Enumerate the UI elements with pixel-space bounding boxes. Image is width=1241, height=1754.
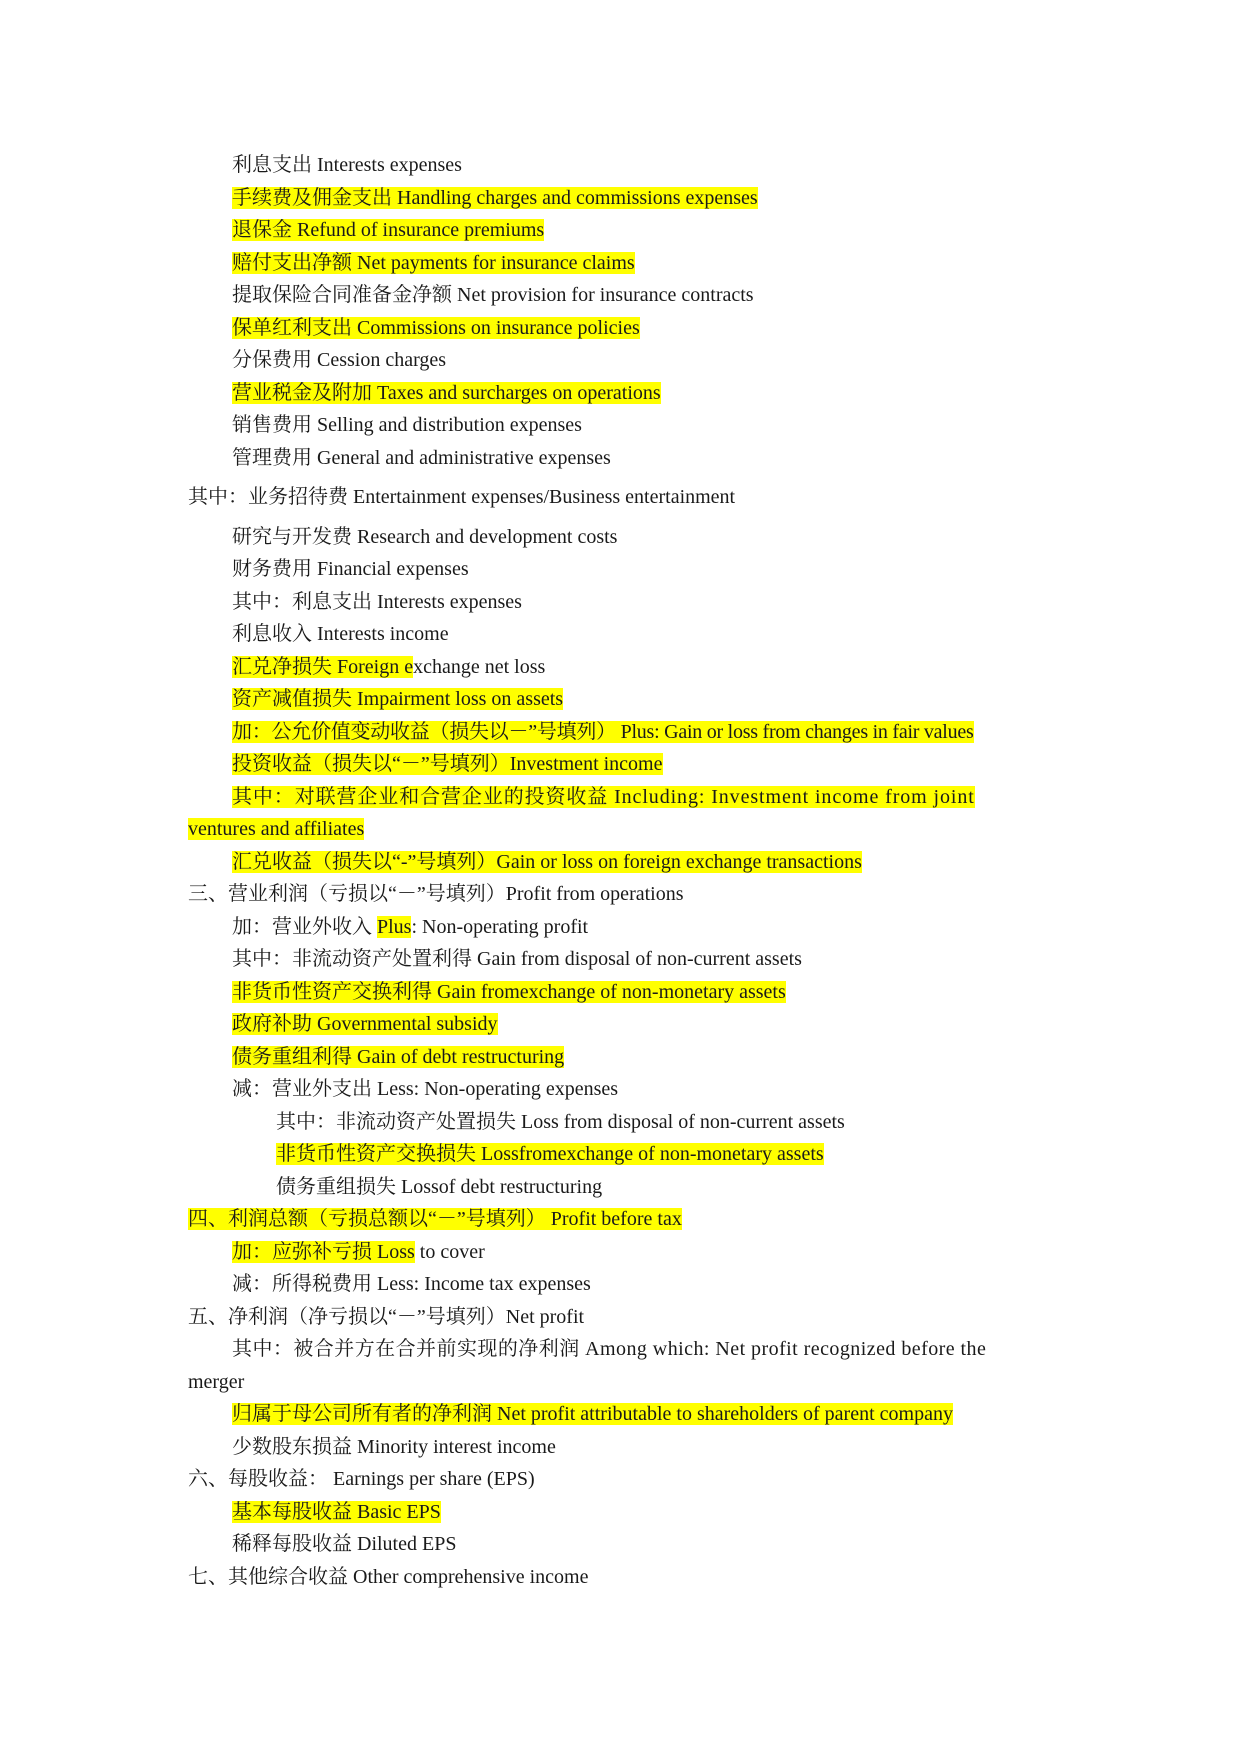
line-eps (188, 1463, 1058, 1496)
line-text: 其中：被合并方在合并前实现的净利润 Among which: Net profit recognized before the (232, 1338, 987, 1360)
line-entertainment-expenses (188, 481, 1058, 514)
highlighted-text: 政府补助 Governmental subsidy (232, 1013, 498, 1035)
line-text: 分保费用 Cession charges (232, 349, 447, 371)
line-text: 五、净利润（净亏损以“－”号填列）Net profit (188, 1305, 585, 1328)
line-refund-premiums (188, 214, 1058, 247)
line-text: : Non-operating profit (411, 915, 589, 938)
line-text: xchange net loss (413, 655, 546, 678)
line-basic-eps (188, 1496, 1058, 1529)
highlighted-text: 加：应弥补亏损 Loss (232, 1240, 415, 1263)
line-text: 管理费用 General and administrative expenses (232, 446, 611, 469)
line-text: 其中：业务招待费 Entertainment expenses/Business entertainment (188, 486, 736, 508)
highlighted-text: 加：公允价值变动收益（损失以－”号填列） Plus: Gain or loss from changes in fair values (232, 720, 974, 743)
line-text: 提取保险合同准备金净额 Net provision for insurance contracts (232, 284, 754, 306)
highlighted-text: 债务重组利得 Gain of debt restructuring (232, 1045, 565, 1068)
highlighted-text: 四、利润总额（亏损总额以“－”号填列） Profit before tax (188, 1208, 682, 1230)
line-text: 财务费用 Financial expenses (232, 558, 469, 580)
income-statement-glossary (188, 149, 1058, 1593)
highlighted-text: 资产减值损失 Impairment loss on assets (232, 688, 564, 710)
line-text: 利息收入 Interests income (232, 623, 449, 645)
line-net-payments-claims (188, 247, 1058, 280)
highlighted-text: 非货币性资产交换损失 Lossfromexchange of non-monetary assets (276, 1143, 824, 1165)
line-handling-charges (188, 182, 1058, 215)
line-diluted-eps (188, 1528, 1058, 1561)
line-impairment-loss (188, 683, 1058, 716)
line-text: 少数股东损益 Minority interest income (232, 1435, 556, 1458)
line-gain-non-monetary (188, 976, 1058, 1009)
line-financial-expenses (188, 553, 1058, 586)
line-other-comprehensive-income (188, 1561, 1058, 1594)
line-text: 研究与开发费 Research and development costs (232, 525, 618, 548)
line-debt-restructuring-gain (188, 1041, 1058, 1074)
line-text: 三、营业利润（亏损以“－”号填列）Profit from operations (188, 883, 684, 905)
highlighted-text: 汇兑净损失 Foreign e (232, 655, 414, 678)
line-text: 其中：非流动资产处置利得 Gain from disposal of non-current assets (232, 948, 802, 970)
line-net-profit (188, 1301, 1058, 1334)
line-text: to cover (414, 1240, 485, 1263)
line-text: 稀释每股收益 Diluted EPS (232, 1533, 457, 1555)
line-text: merger (188, 1370, 245, 1393)
line-loss-to-cover (188, 1236, 1058, 1269)
line-rnd-costs (188, 521, 1058, 554)
line-text: 七、其他综合收益 Other comprehensive income (188, 1565, 589, 1588)
line-gain-disposal (188, 943, 1058, 976)
line-operating-profit (188, 878, 1058, 911)
line-text: 其中：利息支出 Interests expenses (232, 590, 522, 613)
line-fx-gain (188, 846, 1058, 879)
line-text: 六、每股收益： Earnings per share (EPS) (188, 1468, 535, 1490)
line-joint-venture-income (188, 781, 1058, 814)
line-taxes-surcharges (188, 377, 1058, 410)
line-commissions-policies (188, 312, 1058, 345)
line-investment-income (188, 748, 1058, 781)
highlighted-text: ventures and affiliates (188, 818, 365, 840)
line-joint-venture-income-cont (188, 813, 1058, 846)
line-net-profit-before-merger (188, 1333, 1058, 1366)
highlighted-text: 归属于母公司所有者的净利润 Net profit attributable to shareholders of parent company (232, 1403, 953, 1425)
line-fair-value-gain (188, 716, 1058, 749)
line-text: 减：所得税费用 Less: Income tax expenses (232, 1273, 591, 1295)
line-text: 销售费用 Selling and distribution expenses (232, 414, 582, 436)
highlighted-text: 非货币性资产交换利得 Gain fromexchange of non-monetary assets (232, 980, 786, 1003)
line-interest-income (188, 618, 1058, 651)
line-text: 减：营业外支出 Less: Non-operating expenses (232, 1078, 619, 1100)
highlighted-text: 营业税金及附加 Taxes and surcharges on operations (232, 381, 661, 404)
line-text: 加：营业外收入 (232, 915, 377, 938)
line-selling-expenses (188, 409, 1058, 442)
line-text: 其中：非流动资产处置损失 Loss from disposal of non-current assets (276, 1110, 845, 1133)
highlighted-text: 汇兑收益（损失以“-”号填列）Gain or loss on foreign exchange transactions (232, 850, 862, 873)
line-fx-net-loss (188, 651, 1058, 684)
line-of-which-interest (188, 586, 1058, 619)
line-loss-disposal (188, 1106, 1058, 1139)
highlighted-text: 投资收益（损失以“－”号填列）Investment income (232, 753, 663, 775)
line-net-profit-parent (188, 1398, 1058, 1431)
highlighted-text: 保单红利支出 Commissions on insurance policies (232, 316, 640, 339)
highlighted-text: 基本每股收益 Basic EPS (232, 1500, 441, 1523)
line-debt-restructuring-loss (188, 1171, 1058, 1204)
line-text: 债务重组损失 Lossof debt restructuring (276, 1175, 603, 1198)
highlighted-text: 赔付支出净额 Net payments for insurance claims (232, 251, 635, 274)
line-interest-expenses (188, 149, 1058, 182)
line-minority-interest (188, 1431, 1058, 1464)
line-non-operating-profit (188, 911, 1058, 944)
line-net-profit-before-merger-cont (188, 1366, 1058, 1399)
line-loss-non-monetary (188, 1138, 1058, 1171)
line-admin-expenses (188, 442, 1058, 475)
highlighted-text: 手续费及佣金支出 Handling charges and commissions expenses (232, 186, 758, 209)
line-cession-charges (188, 344, 1058, 377)
line-income-tax (188, 1268, 1058, 1301)
line-profit-before-tax (188, 1203, 1058, 1236)
line-net-provision (188, 279, 1058, 312)
line-non-operating-expenses (188, 1073, 1058, 1106)
highlighted-text: 退保金 Refund of insurance premiums (232, 219, 545, 241)
highlighted-text: 其中：对联营企业和合营企业的投资收益 Including: Investment income from joint (232, 785, 975, 808)
highlighted-text: Plus (377, 915, 412, 938)
line-text: 利息支出 Interests expenses (232, 154, 462, 176)
line-gov-subsidy (188, 1008, 1058, 1041)
